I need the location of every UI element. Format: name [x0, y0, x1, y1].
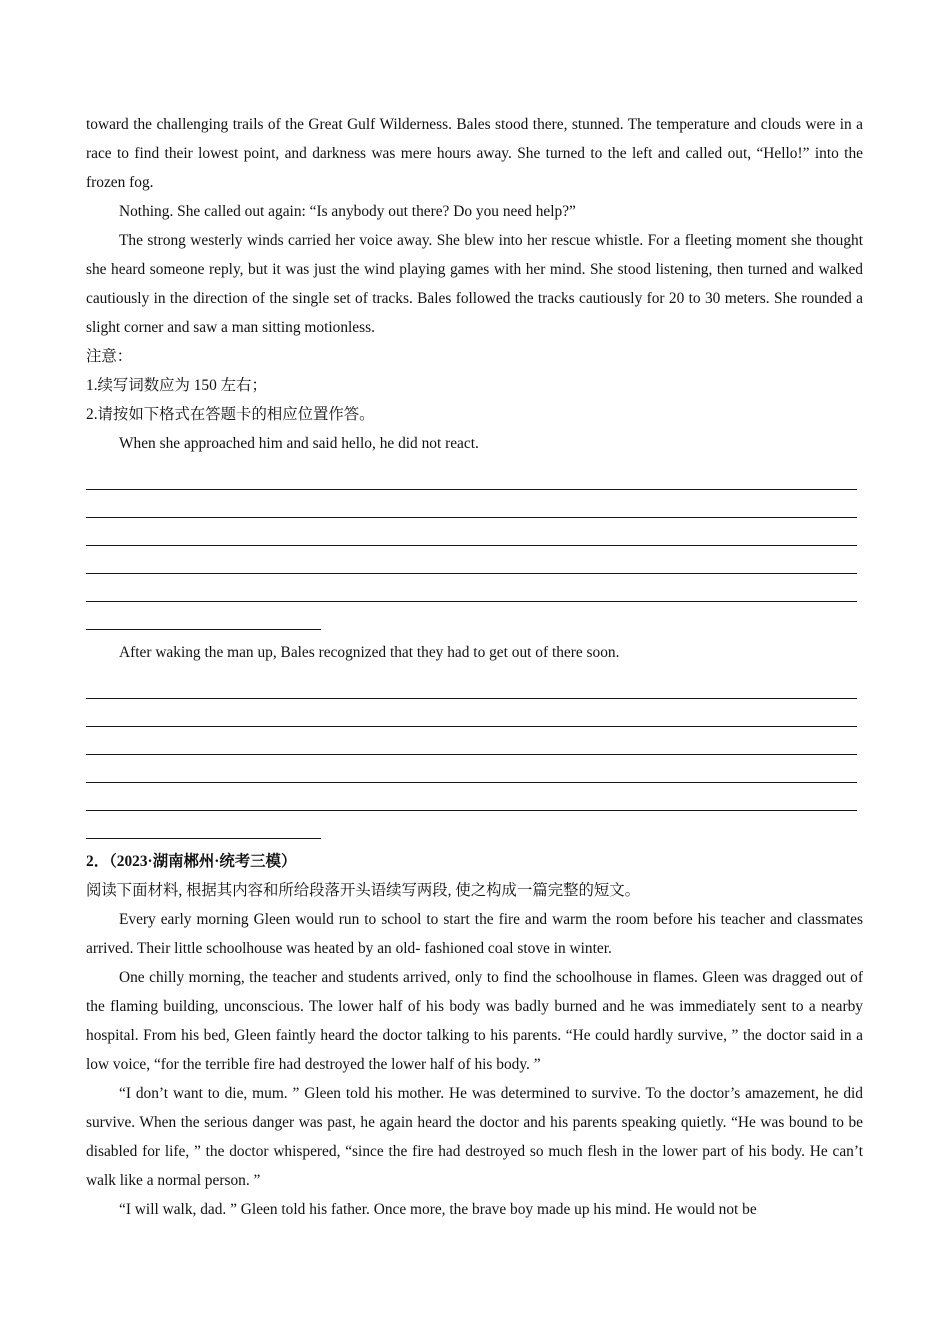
- notes-label: 注意：: [86, 348, 133, 365]
- answer-lines-2: [86, 667, 863, 839]
- question-2-heading: 2．（2023·湖南郴州·统考三模）: [86, 853, 297, 870]
- paragraph-opening-1: When she approached him and said hello, he did not react.: [119, 435, 479, 452]
- answer-line[interactable]: [86, 490, 857, 518]
- passage-paragraph: Every early morning Gleen would run to school to start the fire and warm the room before his teacher and classmates arrived. Their little schoolhouse was heated by an old- fashioned coal stove in winter.: [86, 911, 863, 957]
- passage-paragraph: “I don’t want to die, mum. ” Gleen told his mother. He was determined to survive. To the doctor’s amazement, he did survive. When the serious danger was past, he again heard the doctor and his parents speaking quietly. “He was bound to be disabled for life, ” the doctor whispered, “since the fire had destroyed so much flesh in the lower part of his body. He can’t walk like a normal person. ”: [86, 1085, 863, 1189]
- answer-line[interactable]: [86, 671, 857, 699]
- passage-paragraph: The strong westerly winds carried her voice away. She blew into her rescue whistle. For a fleeting moment she thought she heard someone reply, but it was just the wind playing games with her mind. She stood listening, then turned and walked cautiously in the direction of the single set of tracks. Bales followed the tracks cautiously for 20 to 30 meters. She rounded a slight corner and saw a man sitting motionless.: [86, 232, 863, 336]
- answer-line[interactable]: [86, 462, 857, 490]
- answer-line[interactable]: [86, 727, 857, 755]
- answer-lines-1: [86, 458, 863, 630]
- answer-line[interactable]: [86, 546, 857, 574]
- document-page: [86, 110, 863, 1224]
- note-item: 1.续写词数应为 150 左右；: [86, 377, 267, 394]
- question-2-instruction: 阅读下面材料, 根据其内容和所给段落开头语续写两段, 使之构成一篇完整的短文。: [86, 882, 641, 899]
- answer-line[interactable]: [86, 574, 857, 602]
- answer-line[interactable]: [86, 811, 321, 839]
- answer-line[interactable]: [86, 783, 857, 811]
- answer-line[interactable]: [86, 755, 857, 783]
- passage-paragraph: toward the challenging trails of the Great Gulf Wilderness. Bales stood there, stunned. The temperature and clouds were in a race to find their lowest point, and darkness was mere hours away. She turned to the left and called out, “Hello!” into the frozen fog.: [86, 116, 863, 191]
- answer-line[interactable]: [86, 518, 857, 546]
- passage-paragraph: One chilly morning, the teacher and students arrived, only to find the schoolhouse in flames. Gleen was dragged out of the flaming building, unconscious. The lower half of his body was badly burned and he was immediately sent to a nearby hospital. From his bed, Gleen faintly heard the doctor talking to his parents. “He could hardly survive, ” the doctor said in a low voice, “for the terrible fire had destroyed the lower half of his body. ”: [86, 969, 863, 1073]
- passage-paragraph: “I will walk, dad. ” Gleen told his father. Once more, the brave boy made up his mind. He would not be: [119, 1201, 757, 1218]
- passage-paragraph: Nothing. She called out again: “Is anybody out there? Do you need help?”: [119, 203, 576, 220]
- answer-line[interactable]: [86, 699, 857, 727]
- paragraph-opening-2: After waking the man up, Bales recognized that they had to get out of there soon.: [119, 644, 620, 661]
- answer-line[interactable]: [86, 602, 321, 630]
- note-item: 2.请按如下格式在答题卡的相应位置作答。: [86, 406, 375, 423]
